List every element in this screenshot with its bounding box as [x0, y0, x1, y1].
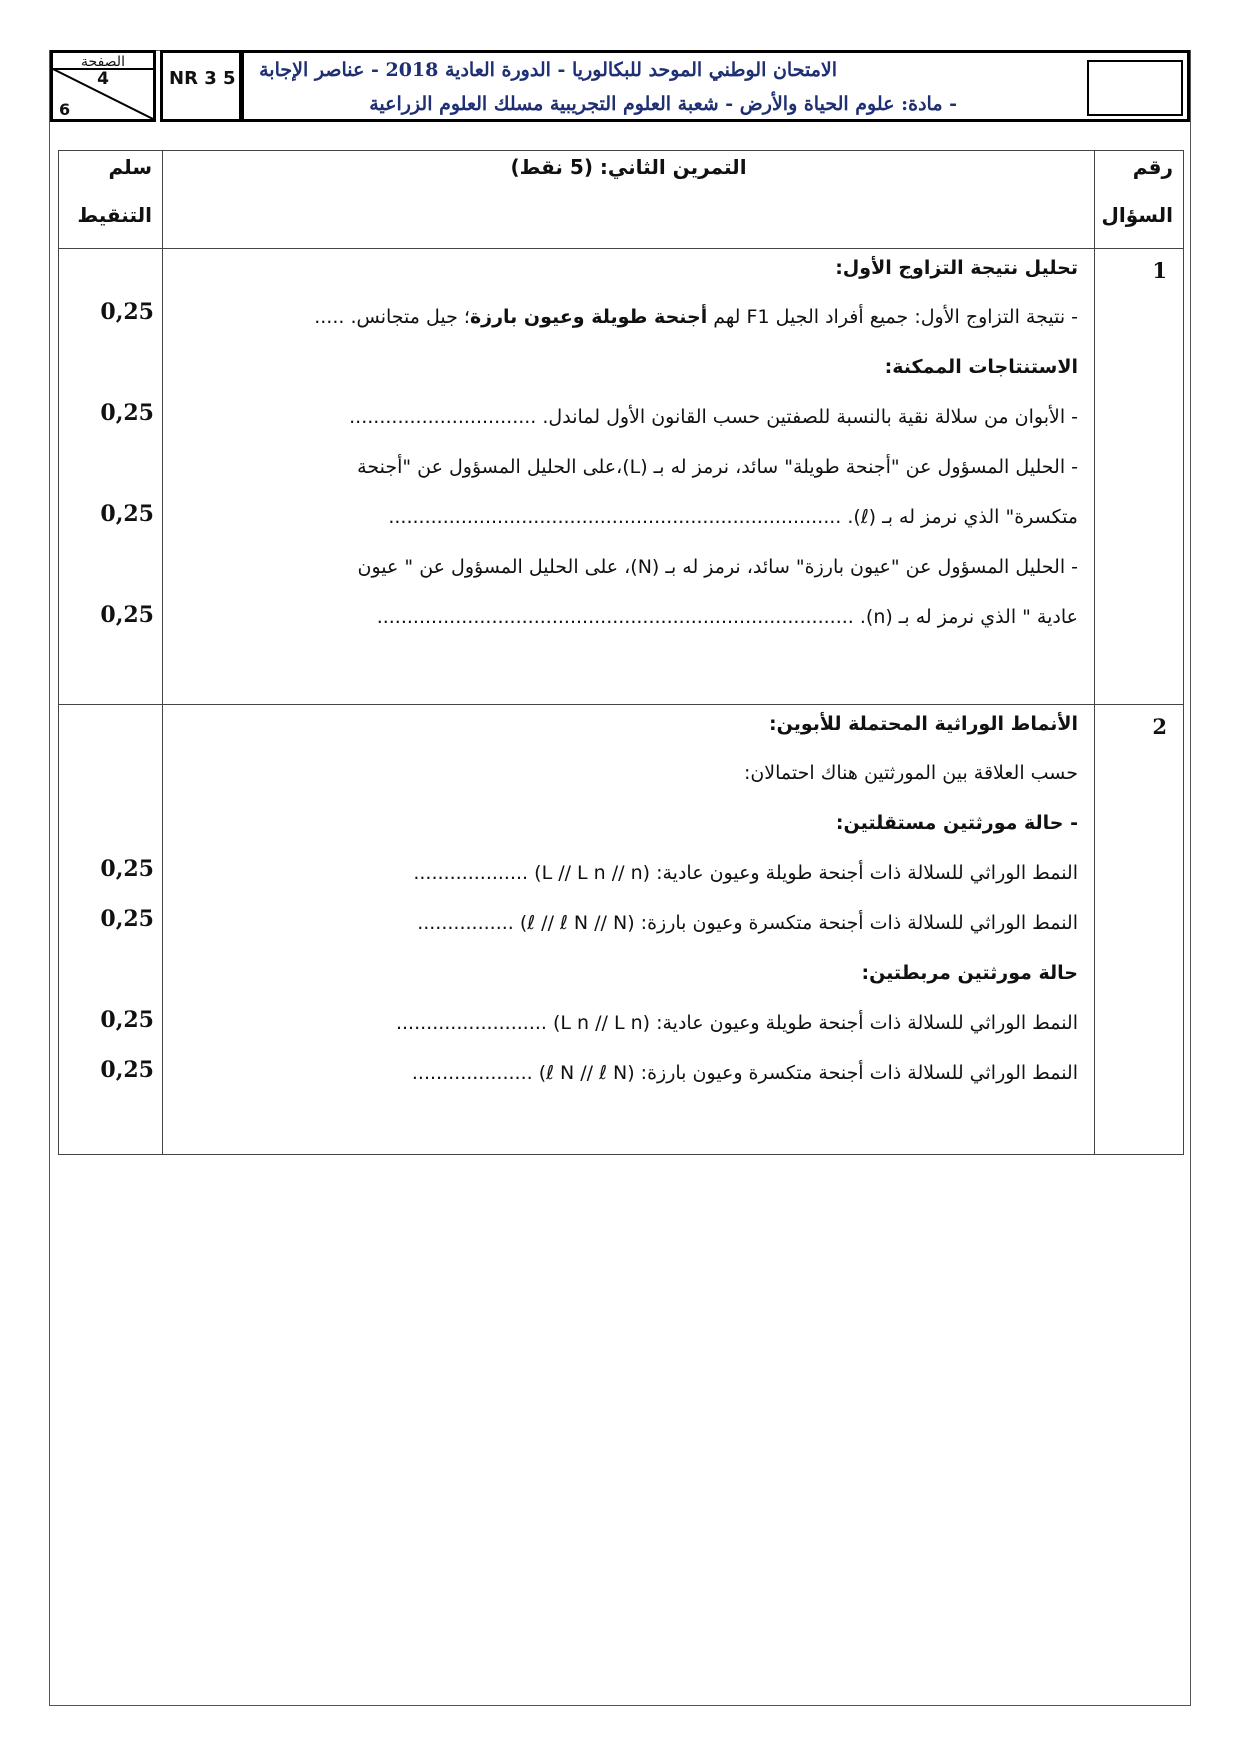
q1-heading: تحليل نتيجة التزاوج الأول: [835, 257, 1078, 279]
q1-score-1: 0,25 [100, 299, 154, 325]
score-header-line1: سلم [108, 155, 152, 179]
page-number-box [50, 50, 156, 122]
exercise-title-cell [163, 151, 1095, 249]
score-header-line2: التنقيط [77, 203, 152, 227]
q1-subheading: الاستنتاجات الممكنة: [884, 356, 1078, 378]
q1-line1-pre: - نتيجة التزاوج الأول: جميع أفراد الجيل F1 لهم [707, 306, 1078, 328]
q1-line5: - الحليل المسؤول عن "عيون بارزة" سائد، نرمز له بـ (N)، على الحليل المسؤول عن " عيون [357, 556, 1078, 578]
q1-score-2: 0,25 [100, 400, 154, 426]
exercise-title: التمرين الثاني: (5 نقط) [510, 155, 747, 179]
q1-line3: - الحليل المسؤول عن "أجنحة طويلة" سائد، نرمز له بـ (L)،على الحليل المسؤول عن "أجنحة [357, 456, 1078, 478]
q2-score-3: 0,25 [100, 1007, 154, 1033]
blank-box [1087, 60, 1183, 116]
q2-line5: النمط الوراثي للسلالة ذات أجنحة متكسرة وعيون بارزة: (ℓ N // ℓ N) .................... [411, 1062, 1078, 1084]
q2-line4: النمط الوراثي للسلالة ذات أجنحة طويلة وعيون عادية: (L n // L n) ......................... [395, 1012, 1078, 1034]
q1-number-cell [1095, 249, 1184, 705]
table-row-q1 [59, 249, 1184, 705]
q1-line1-bold: أجنحة طويلة وعيون بارزة [469, 306, 708, 328]
table-header-row [59, 151, 1184, 249]
total-pages: 6 [59, 100, 71, 119]
exam-code: NR 3 5 [160, 50, 242, 122]
q2-content [163, 705, 1095, 1155]
page-label: الصفحة [81, 54, 125, 70]
num-header-line2: السؤال [1101, 203, 1173, 227]
exam-title-box [241, 50, 1190, 122]
q1-line4: متكسرة" الذي نرمز له بـ (ℓ). ........................................................................... [388, 506, 1078, 528]
q1-score-3: 0,25 [100, 501, 154, 527]
q2-number: 2 [1152, 714, 1167, 739]
q2-line1: حسب العلاقة بين المورثتين هناك احتمالان: [743, 762, 1078, 784]
q2-score-2: 0,25 [100, 906, 154, 932]
q2-line2: النمط الوراثي للسلالة ذات أجنحة طويلة وعيون عادية: (L // L n // n) ................... [413, 862, 1078, 884]
q1-content [163, 249, 1095, 705]
q1-line1 [314, 306, 1078, 328]
num-header-line1: رقم [1132, 155, 1173, 179]
q2-scores [59, 705, 163, 1155]
q1-line2: - الأبوان من سلالة نقية بالنسبة للصفتين حسب القانون الأول لماندل. ............................... [349, 406, 1078, 428]
exam-title-line2: - مادة: علوم الحياة والأرض - شعبة العلوم التجريبية مسلك العلوم الزراعية [369, 93, 957, 115]
answer-table [58, 150, 1184, 1155]
score-column-header [59, 151, 163, 249]
q1-line6: عادية " الذي نرمز له بـ (n). ............................................................................... [376, 606, 1078, 628]
q1-score-4: 0,25 [100, 602, 154, 628]
page-number: 4 [97, 69, 109, 89]
q1-scores [59, 249, 163, 705]
q1-number: 1 [1152, 258, 1167, 283]
q2-number-cell [1095, 705, 1184, 1155]
q2-case2: حالة مورثتين مربطتين: [861, 962, 1078, 984]
exam-title-line1: الامتحان الوطني الموحد للبكالوريا - الدورة العادية 2018 - عناصر الإجابة [259, 59, 837, 81]
q1-line1-post: ؛ جيل متجانس. ..... [314, 306, 470, 328]
q2-case1: - حالة مورثتين مستقلتين: [835, 812, 1078, 834]
q2-score-1: 0,25 [100, 856, 154, 882]
table-row-q2 [59, 705, 1184, 1155]
q2-score-4: 0,25 [100, 1057, 154, 1083]
q2-heading: الأنماط الوراثية المحتملة للأبوين: [769, 713, 1078, 735]
question-number-header [1095, 151, 1184, 249]
q2-line3: النمط الوراثي للسلالة ذات أجنحة متكسرة وعيون بارزة: (ℓ // ℓ N // N) ................ [417, 912, 1078, 934]
